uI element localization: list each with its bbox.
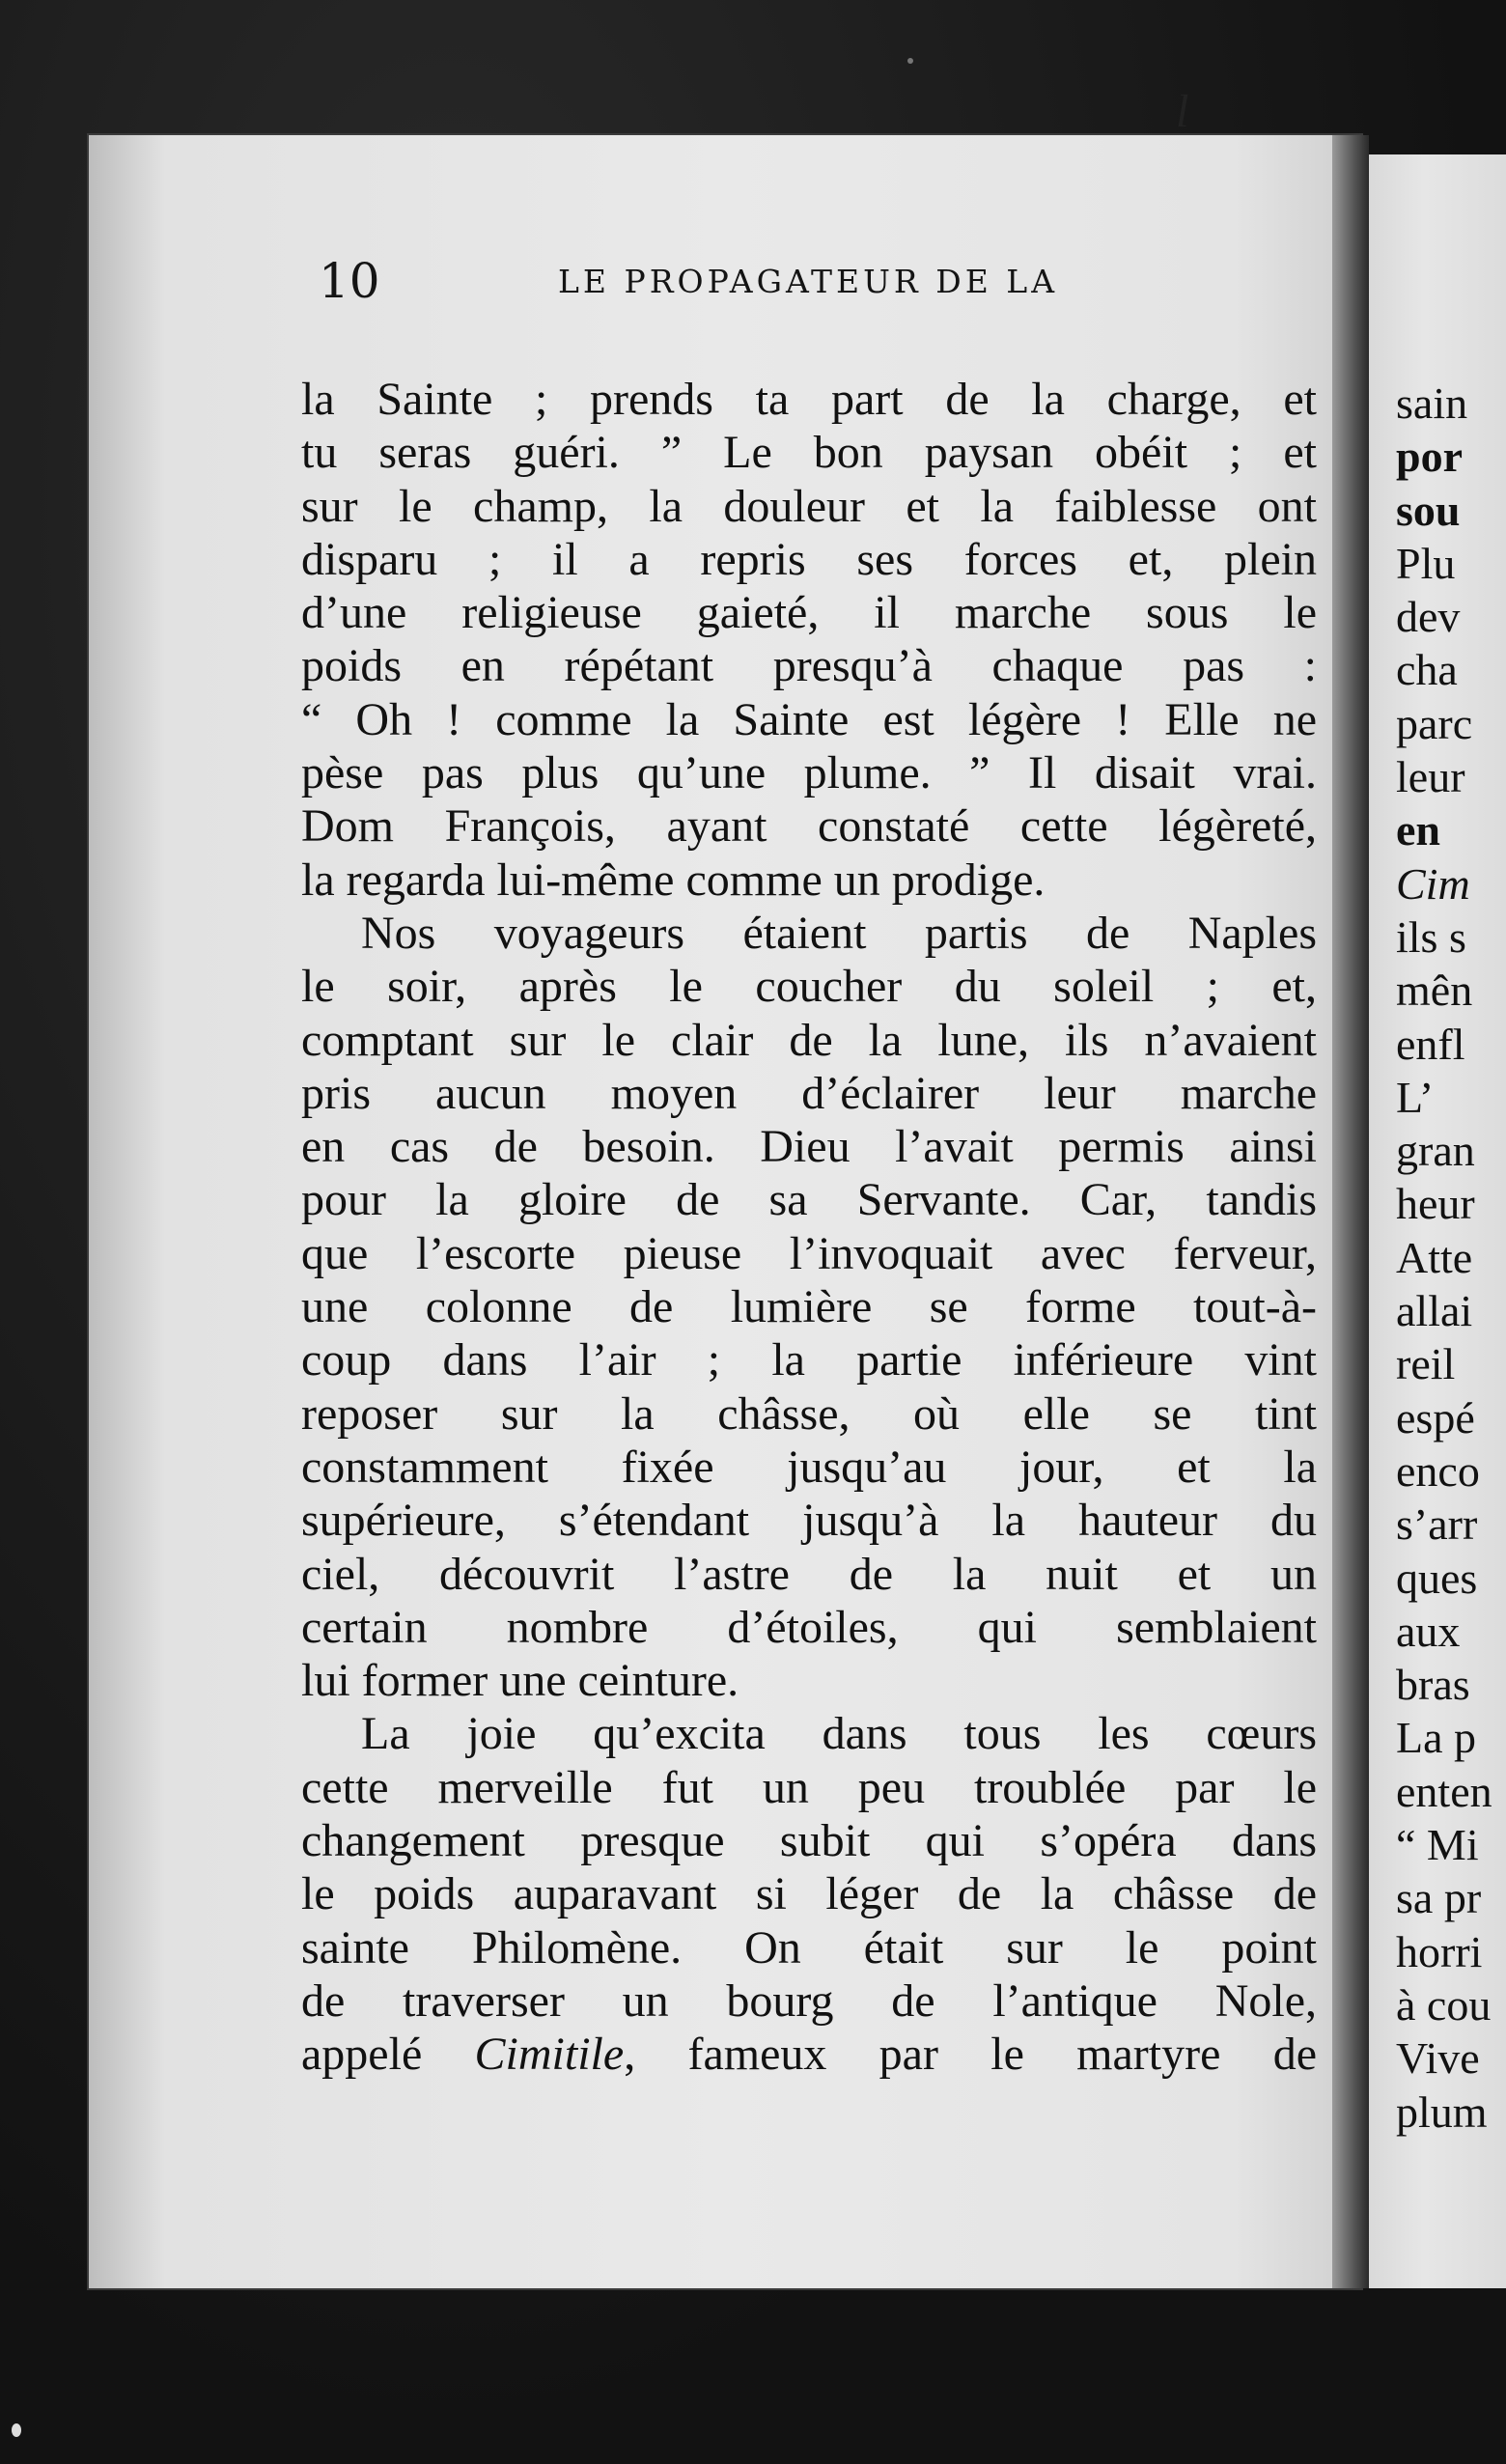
right-page-line: bras [1396, 1660, 1470, 1710]
italic-place-name: Cimitile [474, 2029, 625, 2081]
text-line: “ Oh ! comme la Sainte est légère ! Elle ne [301, 693, 1317, 745]
right-page-line: Plu [1396, 538, 1456, 588]
text-line: lui former une ceinture. [301, 1655, 739, 1707]
right-page-line: espé [1396, 1392, 1475, 1442]
text-line: la regarda lui-même comme un prodige. [301, 854, 1046, 906]
right-page-line: mên [1396, 966, 1473, 1016]
text-line: poids en répétant presqu’à chaque pas : [301, 640, 1317, 692]
right-page-line: leur [1396, 752, 1465, 802]
right-page-line: à cou [1396, 1979, 1492, 2030]
body-text [301, 373, 1317, 2082]
text-line: en cas de besoin. Dieu l’avait permis ainsi [301, 1121, 1317, 1173]
right-page-line: enfl [1396, 1019, 1465, 1069]
right-page-line: heur [1396, 1179, 1475, 1229]
text-line [301, 2028, 1317, 2081]
text-line: pour la gloire de sa Servante. Car, tandis [301, 1174, 1317, 1226]
right-page-line: sa pr [1396, 1873, 1482, 1923]
text-line: Dom François, ayant constaté cette légèreté, [301, 800, 1317, 853]
text-line: de traverser un bourg de l’antique Nole, [301, 1974, 1317, 2027]
right-page-line: horri [1396, 1926, 1483, 1976]
right-page-text [1396, 377, 1492, 2139]
text-line: sainte Philomène. On était sur le point [301, 1921, 1317, 1974]
right-page-line: enco [1396, 1445, 1480, 1496]
right-page-line: ils s [1396, 911, 1466, 962]
text-line: sur le champ, la douleur et la faiblesse ont [301, 480, 1317, 532]
text-line: cette merveille fut un peu troublée par le [301, 1761, 1317, 1813]
dust-speck [12, 2423, 21, 2437]
right-page-line: s’arr [1396, 1499, 1478, 1550]
right-page-line: cha [1396, 645, 1458, 695]
text-line: pris aucun moyen d’éclairer leur marche [301, 1067, 1317, 1119]
right-page-line: La p [1396, 1713, 1477, 1763]
text-line: La joie qu’excita dans tous les cœurs [361, 1708, 1317, 1760]
right-page-line: ques [1396, 1553, 1478, 1603]
text-line: certain nombre d’étoiles, qui semblaient [301, 1601, 1317, 1653]
right-page-line: aux [1396, 1606, 1461, 1656]
text-line: changement presque subit qui s’opéra dans [301, 1815, 1317, 1867]
page-gutter [1332, 135, 1369, 2288]
right-page-line: parc [1396, 698, 1473, 748]
text-fragment: appelé [301, 2029, 475, 2081]
right-page-line: por [1396, 432, 1463, 482]
text-line: reposer sur la châsse, où elle se tint [301, 1387, 1317, 1440]
text-line: une colonne de lumière se forme tout-à- [301, 1281, 1317, 1333]
text-line: le poids auparavant si léger de la châsse de [301, 1868, 1317, 1920]
text-line: disparu ; il a repris ses forces et, plein [301, 533, 1317, 585]
running-title: LE PROPAGATEUR DE LA [558, 263, 1059, 300]
text-line: Nos voyageurs étaient partis de Naples [361, 907, 1317, 959]
right-page-line: reil [1396, 1339, 1456, 1389]
right-page-line: allai [1396, 1286, 1473, 1336]
right-page-line: “ Mi [1396, 1820, 1479, 1870]
right-page-line: dev [1396, 592, 1461, 642]
right-page-line: Cim [1396, 858, 1470, 909]
page-number: 10 [319, 253, 380, 309]
right-page-line: enten [1396, 1766, 1492, 1816]
text-line: tu seras guéri. ” Le bon paysan obéit ; et [301, 427, 1317, 479]
text-fragment: , fameux par le martyre de [624, 2029, 1317, 2081]
text-line: que l’escorte pieuse l’invoquait avec ferveur, [301, 1227, 1317, 1279]
text-line: la Sainte ; prends ta part de la charge, et [301, 374, 1317, 425]
text-line: constamment fixée jusqu’au jour, et la [301, 1441, 1317, 1493]
text-line: supérieure, s’étendant jusqu’à la hauteur du [301, 1495, 1317, 1547]
text-line: comptant sur le clair de la lune, ils n’avaient [301, 1014, 1317, 1066]
right-page-line: Atte [1396, 1232, 1473, 1282]
right-page-line: gran [1396, 1126, 1475, 1176]
text-line: d’une religieuse gaieté, il marche sous le [301, 587, 1317, 639]
right-page-line: sain [1396, 378, 1468, 428]
right-page [1369, 154, 1506, 2288]
margin-mark: l [1176, 86, 1189, 137]
text-line: pèse pas plus qu’une plume. ” Il disait vrai. [301, 747, 1317, 799]
right-page-line: en [1396, 805, 1440, 855]
right-page-line: sou [1396, 485, 1461, 535]
text-line: coup dans l’air ; la partie inférieure vint [301, 1334, 1317, 1386]
right-page-line: plum [1396, 2086, 1488, 2137]
right-page-line: L’ [1396, 1072, 1435, 1122]
text-line: le soir, après le coucher du soleil ; et, [301, 961, 1317, 1013]
text-line: ciel, découvrit l’astre de la nuit et un [301, 1548, 1317, 1600]
right-page-line: Vive [1396, 2033, 1480, 2084]
dust-speck [907, 58, 913, 64]
